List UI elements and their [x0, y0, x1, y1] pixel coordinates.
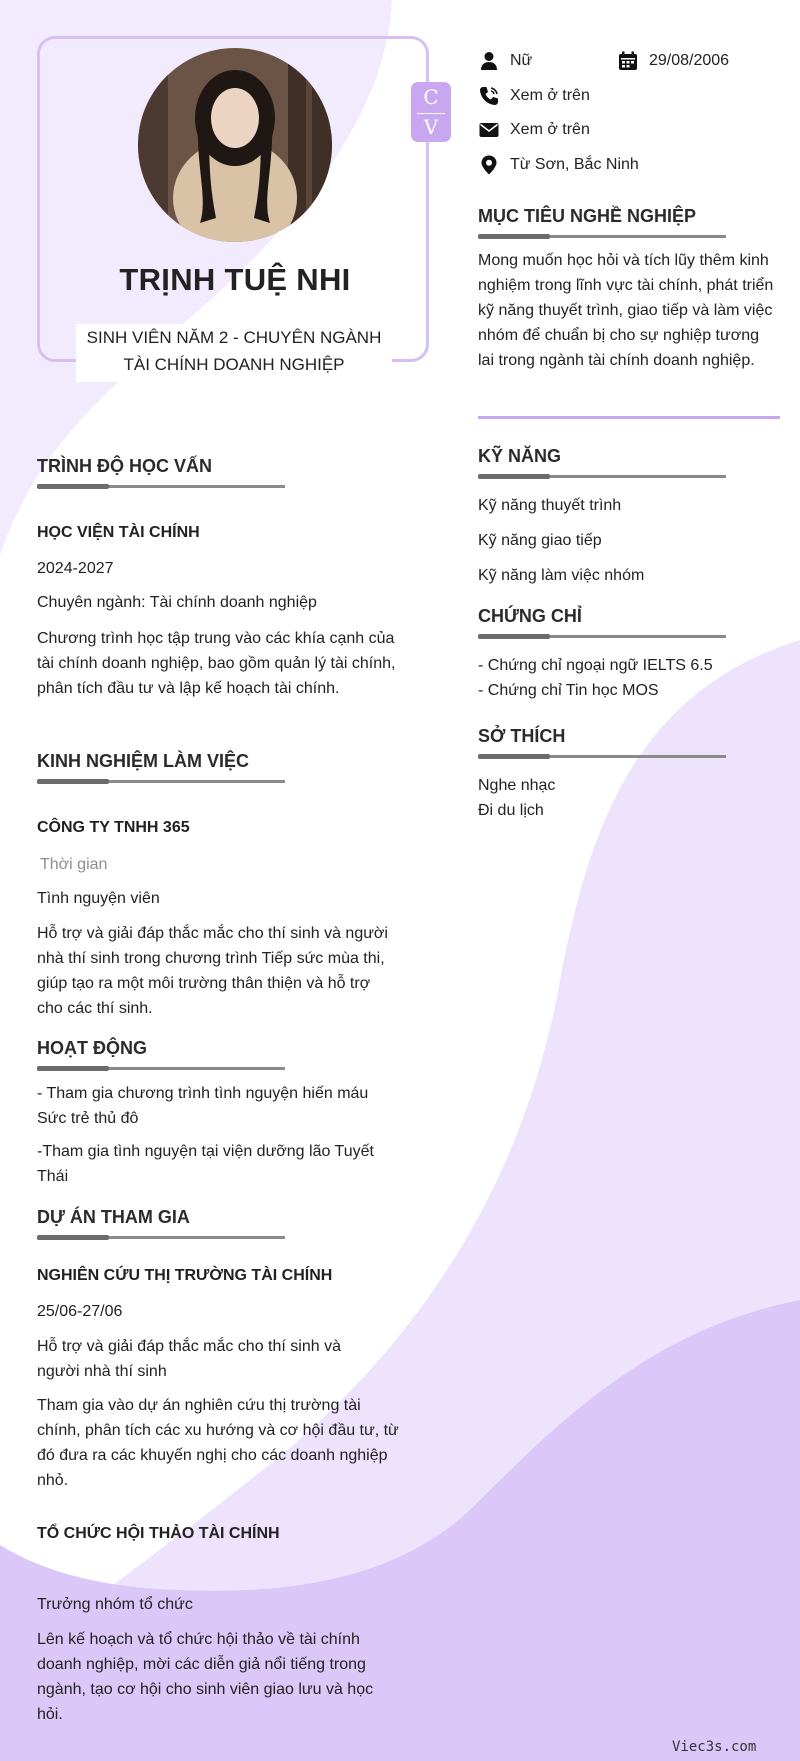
- education-description: Chương trình học tập trung vào các khía cạnh của tài chính doanh nghiệp, bao gồm quản lý tài chính, phân tích đầu tư và lập kế hoạch tài chính.: [37, 630, 396, 697]
- activities-section-heading: [37, 1038, 285, 1070]
- project-name: TỔ CHỨC HỘI THẢO TÀI CHÍNH: [37, 1525, 280, 1542]
- objective-text: Mong muốn học hỏi và tích lũy thêm kinh nghiệm trong lĩnh vực tài chính, phát triển kỹ năng thuyết trình, giao tiếp và làm việc nhóm để chuẩn bị cho sự nghiệp tương lai trong ngành tài chính doanh nghiệp.: [478, 252, 774, 369]
- certificates-section-heading: [478, 606, 726, 638]
- objective-section-heading: [478, 206, 726, 238]
- certificate-item: - Chứng chỉ Tin học MOS: [478, 682, 659, 699]
- education-title: TRÌNH ĐỘ HỌC VẤN: [37, 456, 212, 476]
- project-description: Tham gia vào dự án nghiên cứu thị trường tài chính, phân tích các xu hướng và cơ hội đầu tư, từ đó đưa ra các khuyến nghị cho các doanh nghiệp nhỏ.: [37, 1397, 399, 1489]
- activity-item: -Tham gia tình nguyện tại viện dưỡng lão Tuyết Thái: [37, 1143, 374, 1185]
- skills-section-heading: [478, 446, 726, 478]
- location-pin-icon: [478, 154, 500, 176]
- experience-time: Thời gian: [40, 856, 108, 873]
- birthdate-value: 29/08/2006: [649, 52, 730, 69]
- experience-description: Hỗ trợ và giải đáp thắc mắc cho thí sinh và người nhà thí sinh trong chương trình Tiếp sức mùa thi, giúp tạo ra một môi trường thân thiện và hỗ trợ cho các thí sinh.: [37, 925, 388, 1017]
- project-role: Trưởng nhóm tổ chức: [37, 1596, 193, 1613]
- projects-section-heading: [37, 1207, 285, 1239]
- cv-badge: [411, 82, 451, 142]
- person-icon: [478, 50, 500, 72]
- contact-birthdate: [617, 50, 729, 72]
- certificates-title: CHỨNG CHỈ: [478, 606, 582, 626]
- project-description: Lên kế hoạch và tổ chức hội thảo về tài chính doanh nghiệp, mời các diễn giả nổi tiếng trong ngành, tạo cơ hội cho sinh viên giao lưu và học hỏi.: [37, 1631, 374, 1723]
- objective-title: MỤC TIÊU NGHỀ NGHIỆP: [478, 206, 697, 226]
- contact-phone: [478, 85, 590, 107]
- cv-badge-top: C: [423, 85, 439, 109]
- experience-section-heading: [37, 751, 285, 783]
- education-major: Chuyên ngành: Tài chính doanh nghiệp: [37, 594, 317, 611]
- contact-gender: [478, 50, 532, 72]
- project-description: Hỗ trợ và giải đáp thắc mắc cho thí sinh và người nhà thí sinh: [37, 1338, 341, 1380]
- section-divider: [478, 416, 780, 419]
- gender-value: Nữ: [510, 52, 533, 69]
- skill-item: Kỹ năng giao tiếp: [478, 532, 602, 549]
- education-section-heading: [37, 456, 285, 488]
- project-name: NGHIÊN CỨU THỊ TRƯỜNG TÀI CHÍNH: [37, 1267, 333, 1284]
- envelope-icon: [478, 119, 500, 141]
- candidate-subtitle: SINH VIÊN NĂM 2 - CHUYÊN NGÀNH TÀI CHÍNH DOANH NGHIỆP: [76, 324, 392, 382]
- education-school: HỌC VIỆN TÀI CHÍNH: [37, 524, 200, 541]
- experience-company: CÔNG TY TNHH 365: [37, 819, 190, 836]
- skill-item: Kỹ năng làm việc nhóm: [478, 567, 645, 584]
- activity-item: - Tham gia chương trình tình nguyện hiến máu Sức trẻ thủ đô: [37, 1085, 369, 1127]
- project-period: 25/06-27/06: [37, 1303, 123, 1320]
- experience-role: Tình nguyện viên: [37, 890, 160, 907]
- calendar-icon: [617, 50, 639, 72]
- certificate-item: - Chứng chỉ ngoại ngữ IELTS 6.5: [478, 657, 713, 674]
- experience-title: KINH NGHIỆM LÀM VIỆC: [37, 751, 250, 771]
- hobbies-title: SỞ THÍCH: [478, 726, 566, 746]
- activities-title: HOẠT ĐỘNG: [37, 1038, 147, 1058]
- avatar: [138, 48, 332, 242]
- hobbies-section-heading: [478, 726, 726, 758]
- cv-badge-bottom: V: [423, 115, 439, 139]
- hobby-item: Nghe nhạc: [478, 777, 556, 794]
- candidate-name: TRỊNH TUỆ NHI: [119, 262, 351, 297]
- skill-item: Kỹ năng thuyết trình: [478, 497, 622, 514]
- projects-title: DỰ ÁN THAM GIA: [37, 1207, 190, 1227]
- education-period: 2024-2027: [37, 560, 114, 577]
- watermark: Viec3s.com: [672, 1739, 757, 1755]
- contact-email: [478, 119, 590, 141]
- contact-address: [478, 154, 639, 176]
- phone-icon: [478, 85, 500, 107]
- skills-title: KỸ NĂNG: [478, 446, 562, 466]
- phone-value: Xem ở trên: [510, 87, 590, 104]
- hobby-item: Đi du lịch: [478, 802, 544, 819]
- address-value: Từ Sơn, Bắc Ninh: [510, 156, 639, 173]
- email-value: Xem ở trên: [510, 121, 590, 138]
